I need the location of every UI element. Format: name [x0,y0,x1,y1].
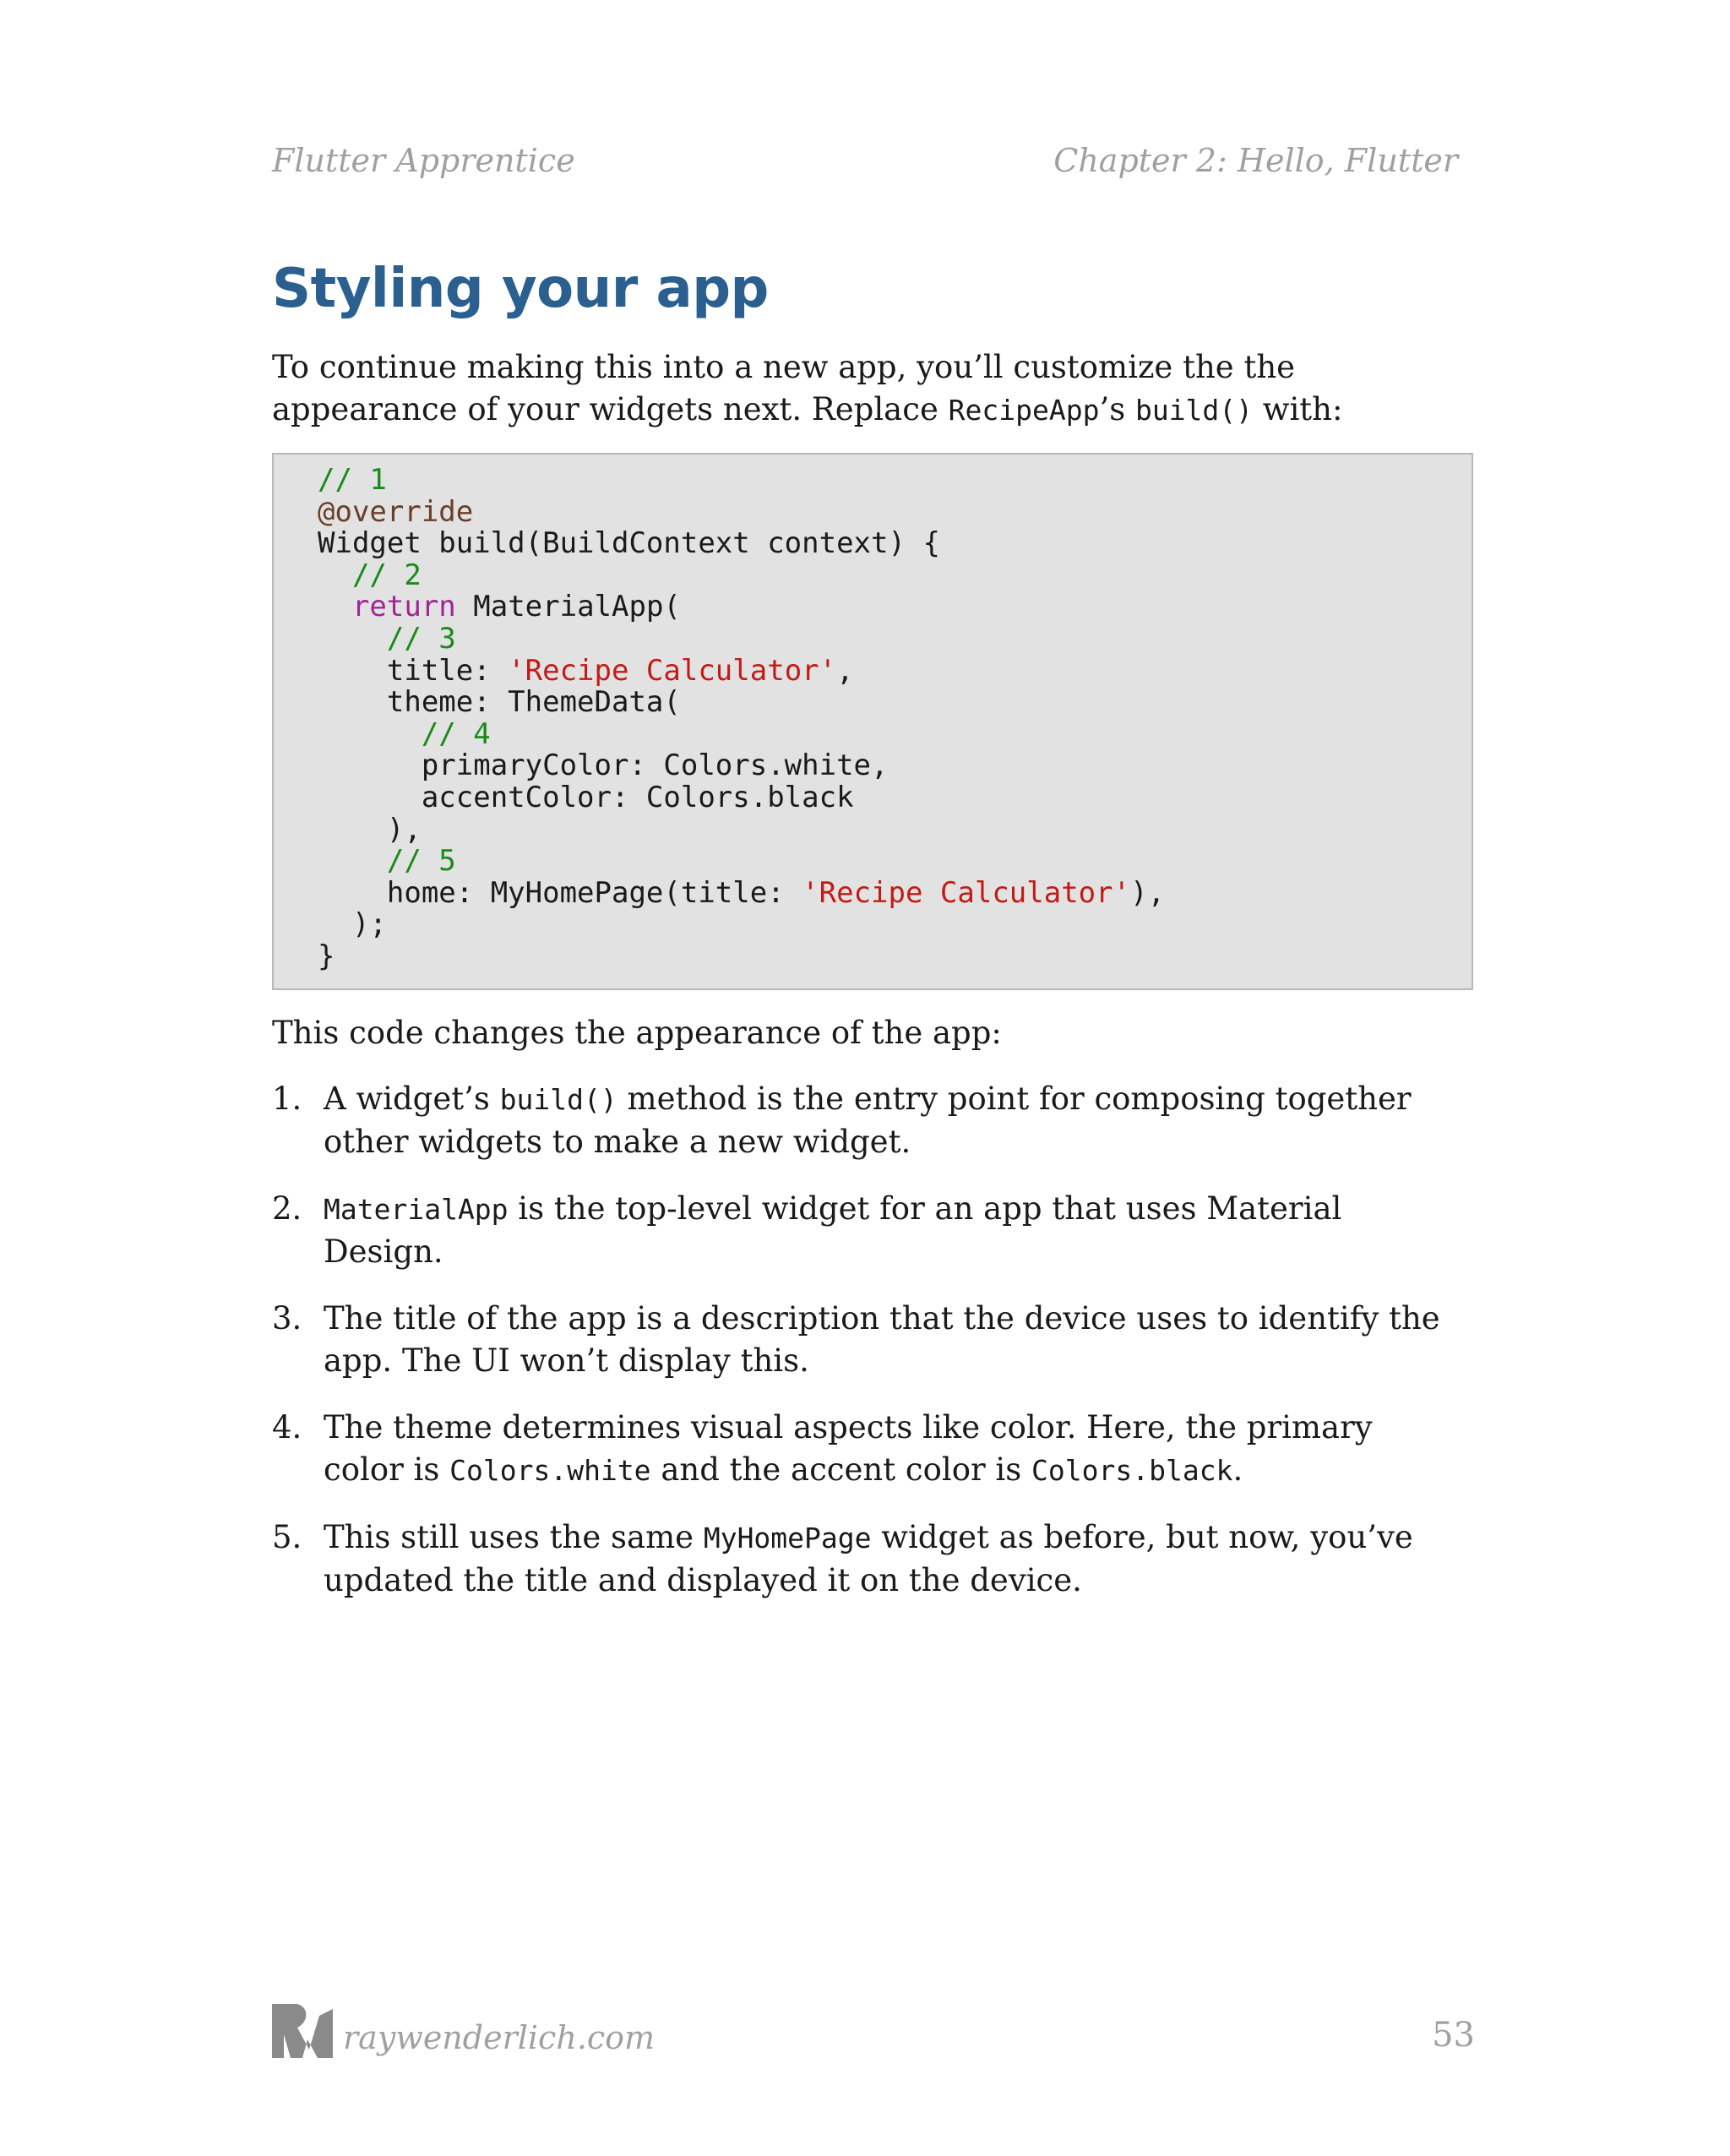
code-block [272,453,1473,990]
code-token-comment: // 1 [318,463,387,497]
inline-code: MyHomePage [703,1522,872,1554]
list-text: . [1232,1451,1243,1488]
list-number: 4. [272,1409,302,1446]
intro-paragraph [272,346,1458,432]
inline-code: Colors.black [1031,1454,1233,1487]
code-token-comment: // 4 [318,716,491,751]
intro-text-before: To continue making this into a new app, you’ll customize the the appearance of your widgets next. Replace [272,349,1296,427]
page-number: 53 [1432,2016,1475,2055]
code-token-kw: return [351,590,456,624]
inline-code: build() [499,1083,617,1116]
chapter-title: Chapter 2: Hello, Flutter [1053,142,1458,179]
code-line [318,465,1472,497]
intro-code-recipeapp: RecipeApp [948,394,1100,427]
intro-text-after: with: [1253,391,1343,427]
list-text: method is the entry point for composing together other widgets to make a new widget. [324,1081,1412,1160]
code-token-annot: @override [318,494,474,529]
list-text: and the accent color is [650,1451,1032,1488]
code-token-plain: primaryColor: Colors.white, [318,749,889,783]
list-item [272,1078,1458,1163]
code-token-plain: ), [1130,875,1166,910]
code-token-plain: Widget build(BuildContext context) { [318,526,940,561]
list-text: is the top-level widget for an app that uses Material Design. [324,1190,1342,1270]
code-line [318,875,1472,910]
inline-code: Colors.white [449,1454,651,1487]
list-number: 2. [272,1190,302,1227]
code-token-plain: title: [318,653,509,688]
list-text: This still uses the same [324,1519,704,1555]
after-code-paragraph: This code changes the appearance of the app: [272,1015,1002,1051]
intro-text-middle: ’s [1099,391,1135,427]
list-number: 1. [272,1081,302,1117]
code-token-plain: } [318,939,335,973]
intro-code-build: build() [1134,394,1254,427]
code-token-str: 'Recipe Calculator' [802,875,1131,910]
code-line [318,560,1472,592]
code-line [318,814,1472,847]
code-token-plain: , [836,653,854,688]
code-token-comment: // 5 [318,844,456,879]
code-token-plain: accentColor: Colors.black [318,780,854,814]
code-line [318,941,1472,973]
code-line [318,623,1472,656]
code-token-comment: // 3 [318,621,456,656]
list-item [272,1298,1458,1382]
list-text: The theme determines visual aspects like color. Here, the primary color is [324,1409,1373,1488]
code-token-plain: home: MyHomePage(title: [318,875,802,910]
code-token-plain: theme: ThemeData( [318,685,681,720]
list-text: widget as before, but now, you’ve updated the title and displayed it on the device. [324,1519,1413,1598]
code-line [318,653,1472,688]
raywenderlich-logo-icon [272,2001,333,2061]
list-text: The title of the app is a description that the device uses to identify the app. The UI won’t display this. [324,1300,1440,1379]
list-number: 5. [272,1519,302,1555]
list-item [272,1407,1458,1492]
code-line [318,716,1472,751]
code-line [318,687,1472,719]
code-token-plain: ), [318,812,422,847]
list-number: 3. [272,1300,302,1337]
book-title: Flutter Apprentice [272,142,575,179]
code-token-plain: MaterialApp( [455,590,681,624]
footer-site: raywenderlich.com [343,2019,656,2056]
code-line [318,782,1472,814]
code-line [318,750,1472,782]
code-token-str: 'Recipe Calculator' [508,653,837,688]
inline-code: MaterialApp [324,1193,509,1226]
code-line [318,591,1472,623]
code-line [318,494,1472,529]
code-line [318,909,1472,941]
list-text: A widget’s [324,1081,500,1117]
code-line [318,846,1472,878]
code-line [318,528,1472,560]
code-token-plain: ); [318,907,387,942]
list-item [272,1516,1458,1602]
code-token-plain [318,590,352,623]
list-item [272,1188,1458,1273]
code-token-comment: // 2 [318,558,422,592]
explanation-list [272,1078,1458,1626]
section-title: Styling your app [272,258,769,320]
